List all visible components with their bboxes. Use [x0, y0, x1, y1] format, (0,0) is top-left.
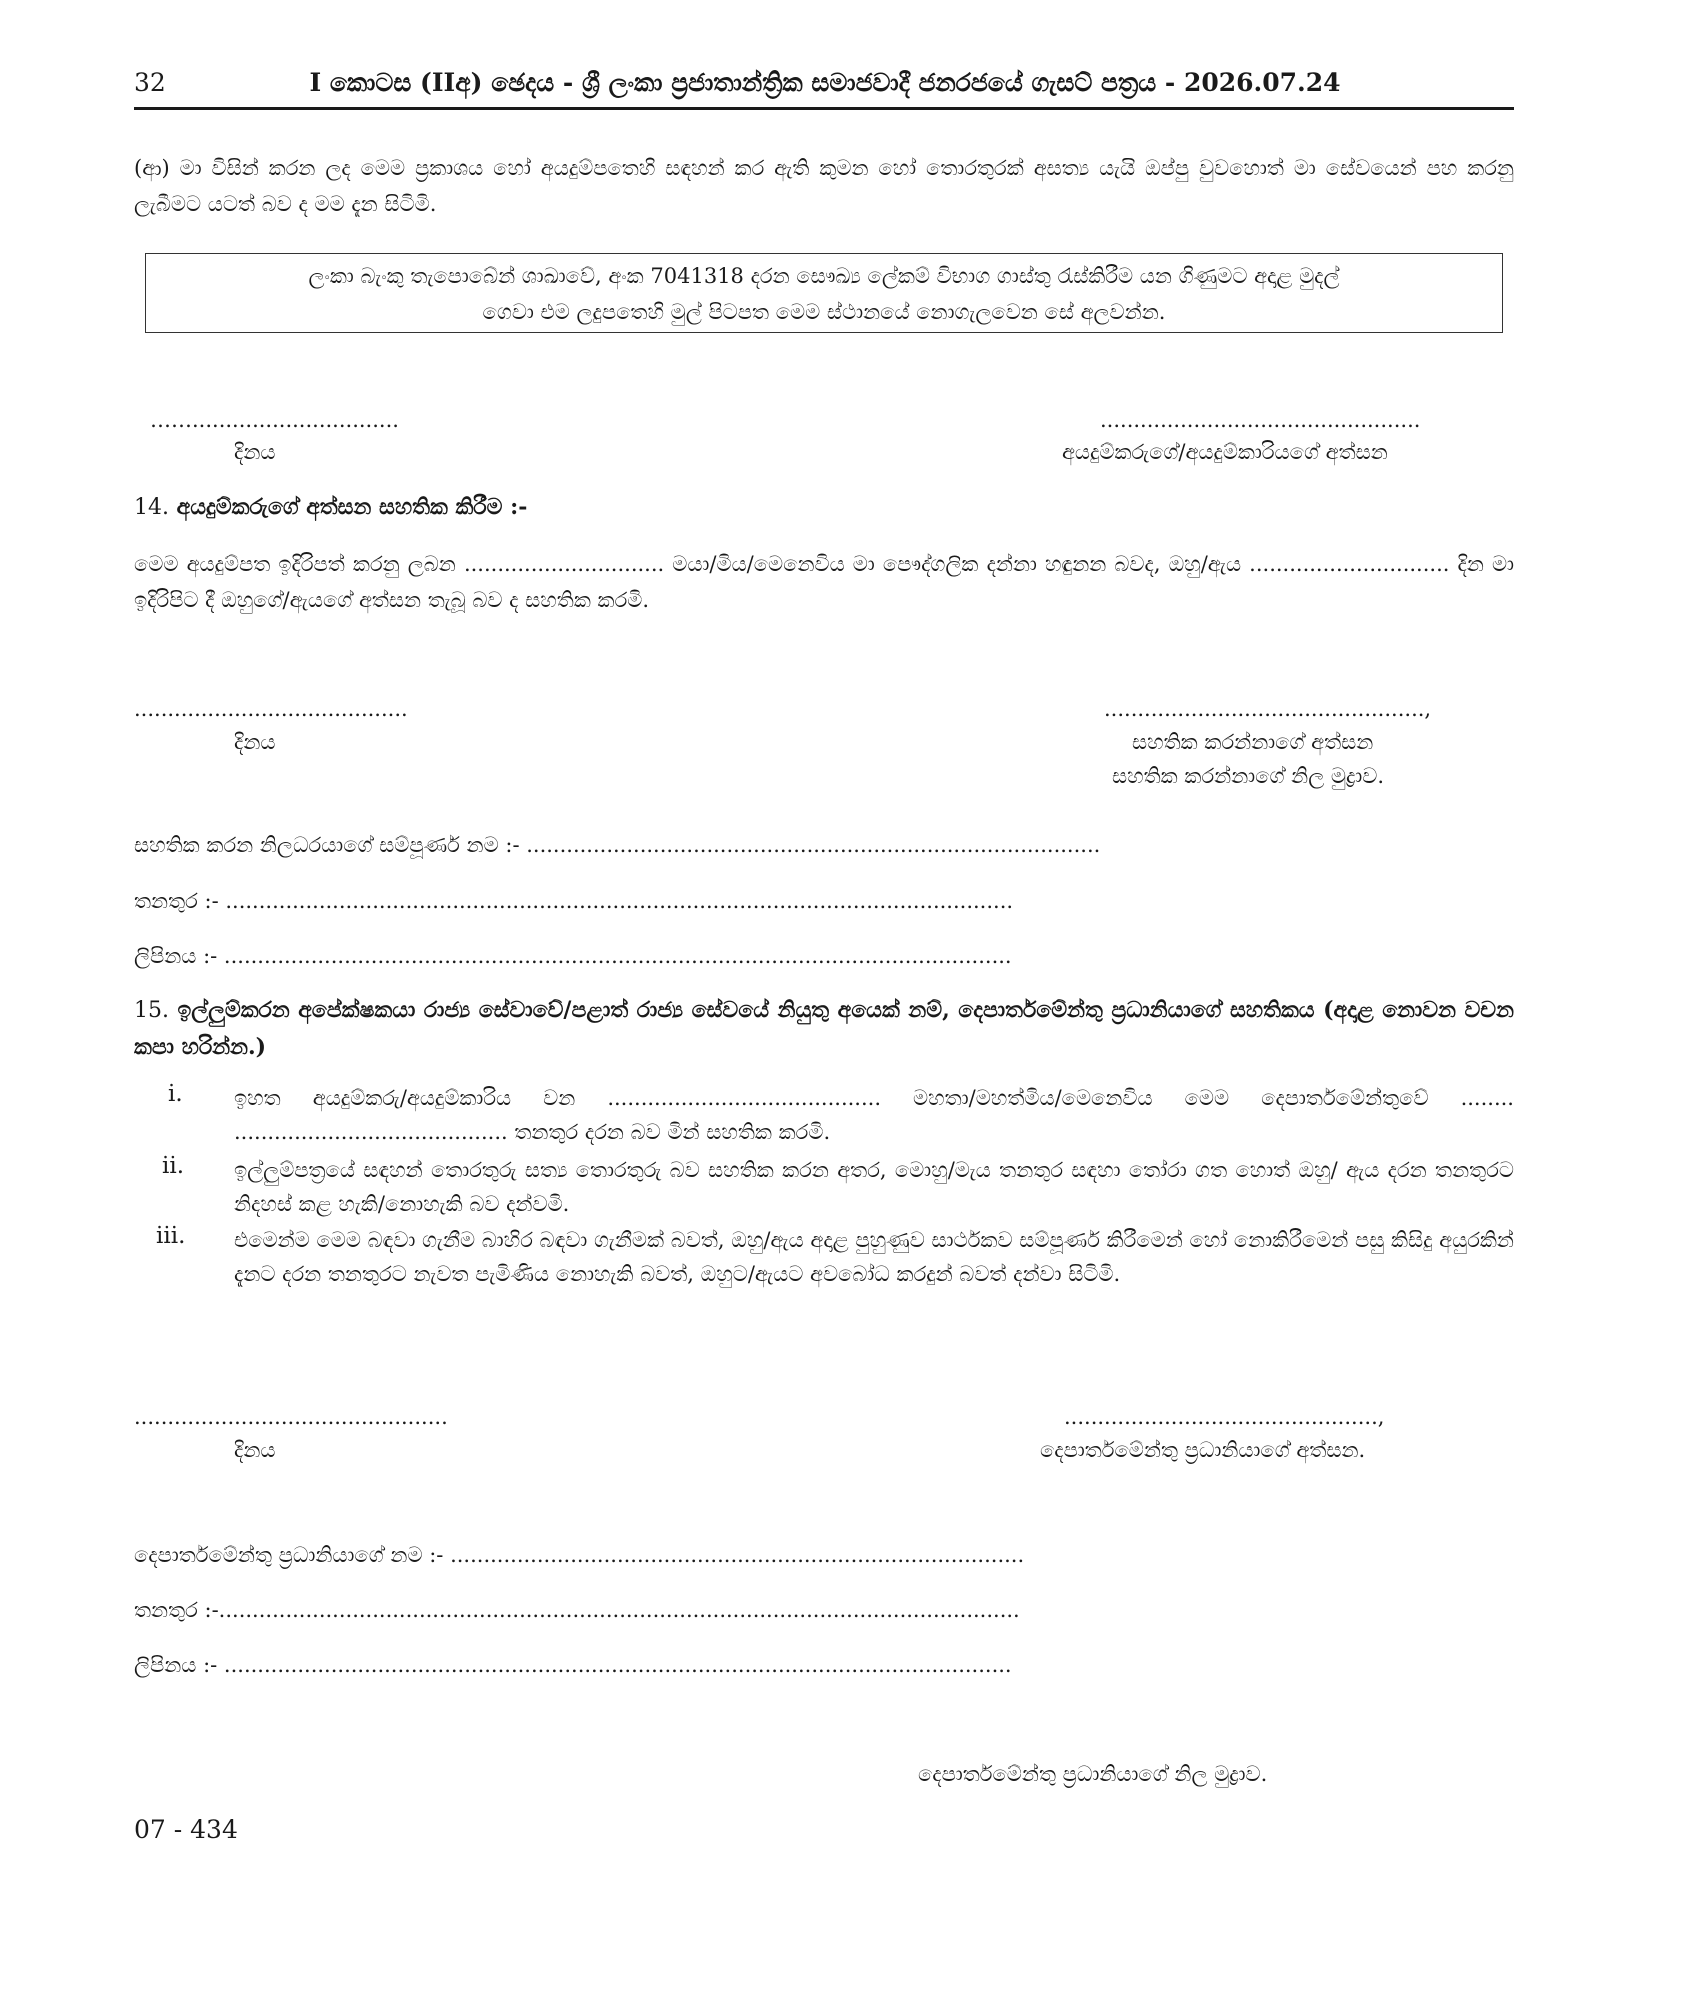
head-signature-field[interactable]: ..............................................., [1064, 1405, 1385, 1429]
section-14-body: මෙම අයදුම්පත ඉදිරිපත් කරනු ලබන .............................. මයා/මිය/මෙනෙවිය මා පෞද්ගලික දන්නා හඳුනන බවද, ඔහු/ඇය .............................. දින මා ඉදිරිපිට දී ඔහුගේ/ඇයගේ අත්සන තැබූ බව ද සහතික කරමි. [134, 552, 1514, 612]
head-name-field[interactable]: දෙපාර්තමේන්තු ප්‍රධානියාගේ නම :- ...................................................................................... [134, 1543, 1025, 1567]
certifier-date-label: දිනය [234, 730, 276, 754]
applicant-date-label: දිනය [234, 440, 276, 464]
head-date-field[interactable]: ............................................... [134, 1405, 448, 1429]
section-15-title: ඉල්ලුම්කරන අපේක්ෂකයා රාජ්‍ය සේවාවේ/පළාත් රාජ්‍ය සේවයේ නියුතු අයෙක් නම්, දෙපාර්තමේන්තු ප්‍රධානියාගේ සහතිකය (අදාළ නොවන වචන කපා හරින්න.) [134, 997, 1514, 1060]
section-15-heading [134, 992, 1514, 1065]
header-rule [134, 107, 1514, 110]
applicant-date-field[interactable]: ……............................... [150, 408, 399, 432]
receipt-paste-box [145, 253, 1503, 333]
officer-position-field[interactable]: තනතුර :- ...................................................................................................................... [134, 889, 1014, 913]
receipt-box-line-1: ලංකා බැංකු තැපොබේන් ශාඛාවේ, අංක 7041318 දරන සෞඛ්‍ය ලේකම් විභාග ගාස්තු රැස්කිරීම යන ගිණුමට අදාළ මුදල් [308, 264, 1340, 288]
item-i-text: ඉහත අයදුම්කරු/අයදුම්කාරිය වන ......................................... මහතා/මහත්මිය/මෙනෙවිය මෙම දෙපාර්තමේන්තුවේ ........ ......................................... තනතුර දරන බව මින් සහතික කරමි. [234, 1086, 1514, 1144]
item-iii-text: එමෙන්ම මෙම බඳවා ගැනීම බාහිර බඳවා ගැනීමක් බවත්, ඔහු/ඇය අදාළ පුහුණුව සාර්ථකව සම්පූර්ණ කිරීමෙන් හෝ නොකිරීමෙන් පසු කිසිදු අයුරකින් දැනට දරන තනතුරට නැවත පැමිණිය නොහැකි බවත්, ඔහුට/ඇයට අවබෝධ කරදුන් බවත් දන්වා සිටිමි. [234, 1228, 1514, 1286]
item-ii-text: ඉල්ලුම්පත්‍රයේ සඳහන් තොරතුරු සත්‍ය තොරතුරු බව සහතික කරන අතර, මොහු/මැය තනතුර සඳහා තෝරා ගත හොත් ඔහු/ ඇය දරන තනතුරට නිදහස් කළ හැකි/නොහැකි බව දන්වමි. [234, 1158, 1514, 1216]
section-15-number: 15. [134, 998, 169, 1023]
applicant-signature-field[interactable]: ................................................ [1100, 408, 1421, 432]
item-iii-number: iii. [156, 1223, 186, 1249]
officer-address-field[interactable]: ලිපිනය :- ...................................................................................................................... [134, 944, 1012, 968]
declaration-paragraph: (ආ) මා විසින් කරන ලද මෙම ප්‍රකාශය හෝ අයදුම්පතෙහි සඳහන් කර ඇති කුමන හෝ තොරතුරක් අසත්‍ය යැයි ඔප්පු වුවහොත් මා සේවයෙන් පහ කරනු ලැබීමට යටත් බව ද මම දැන සිටිමි. [134, 156, 1514, 216]
footer-code: 07 - 434 [134, 1815, 238, 1844]
section-14-number: 14. [134, 495, 169, 520]
head-position-field[interactable]: තනතුර :-........................................................................................................................ [134, 1598, 1020, 1622]
certifier-signature-field[interactable]: ................................................, [1104, 697, 1432, 721]
officer-name-field[interactable]: සහතික කරන නිලධරයාගේ සම්පූර්ණ නම :- ...................................................................................... [134, 833, 1101, 857]
head-signature-label: දෙපාර්තමේන්තු ප්‍රධානියාගේ අත්සන. [1040, 1438, 1366, 1462]
section-14-heading [134, 494, 527, 520]
head-address-field[interactable]: ලිපිනය :- ...................................................................................................................... [134, 1653, 1012, 1677]
receipt-box-line-2: ගෙවා එම ලදුපතෙහි මුල් පිටපත මෙම ස්ථානයේ නොගැලවෙන සේ අලවන්න. [482, 300, 1166, 324]
certifier-signature-label: සහතික කරන්නාගේ අත්සන [1132, 730, 1374, 754]
certifier-seal-label: සහතික කරන්නාගේ නිල මුද්‍රාව. [1112, 764, 1385, 788]
item-i-number: i. [168, 1081, 183, 1107]
item-ii-number: ii. [162, 1153, 185, 1179]
page-number: 32 [134, 68, 166, 97]
applicant-signature-label: අයදුම්කරුගේ/අයදුම්කාරියගේ අත්සන [1062, 440, 1388, 464]
section-14-title: අයදුම්කරුගේ අත්සන සහතික කිරීම :- [176, 494, 528, 520]
head-date-label: දිනය [234, 1438, 276, 1462]
head-seal-label: දෙපාර්තමේන්තු ප්‍රධානියාගේ නිල මුද්‍රාව. [918, 1762, 1268, 1786]
page-title: I කොටස (IIඅ) ඡෙදය - ශ්‍රී ලංකා ප්‍රජාතාන්ත්‍රික සමාජවාදී ජනරජයේ ගැසට් පත්‍රය - 2026.07.24 [309, 68, 1341, 97]
certifier-date-field[interactable]: ......................................... [134, 697, 408, 721]
